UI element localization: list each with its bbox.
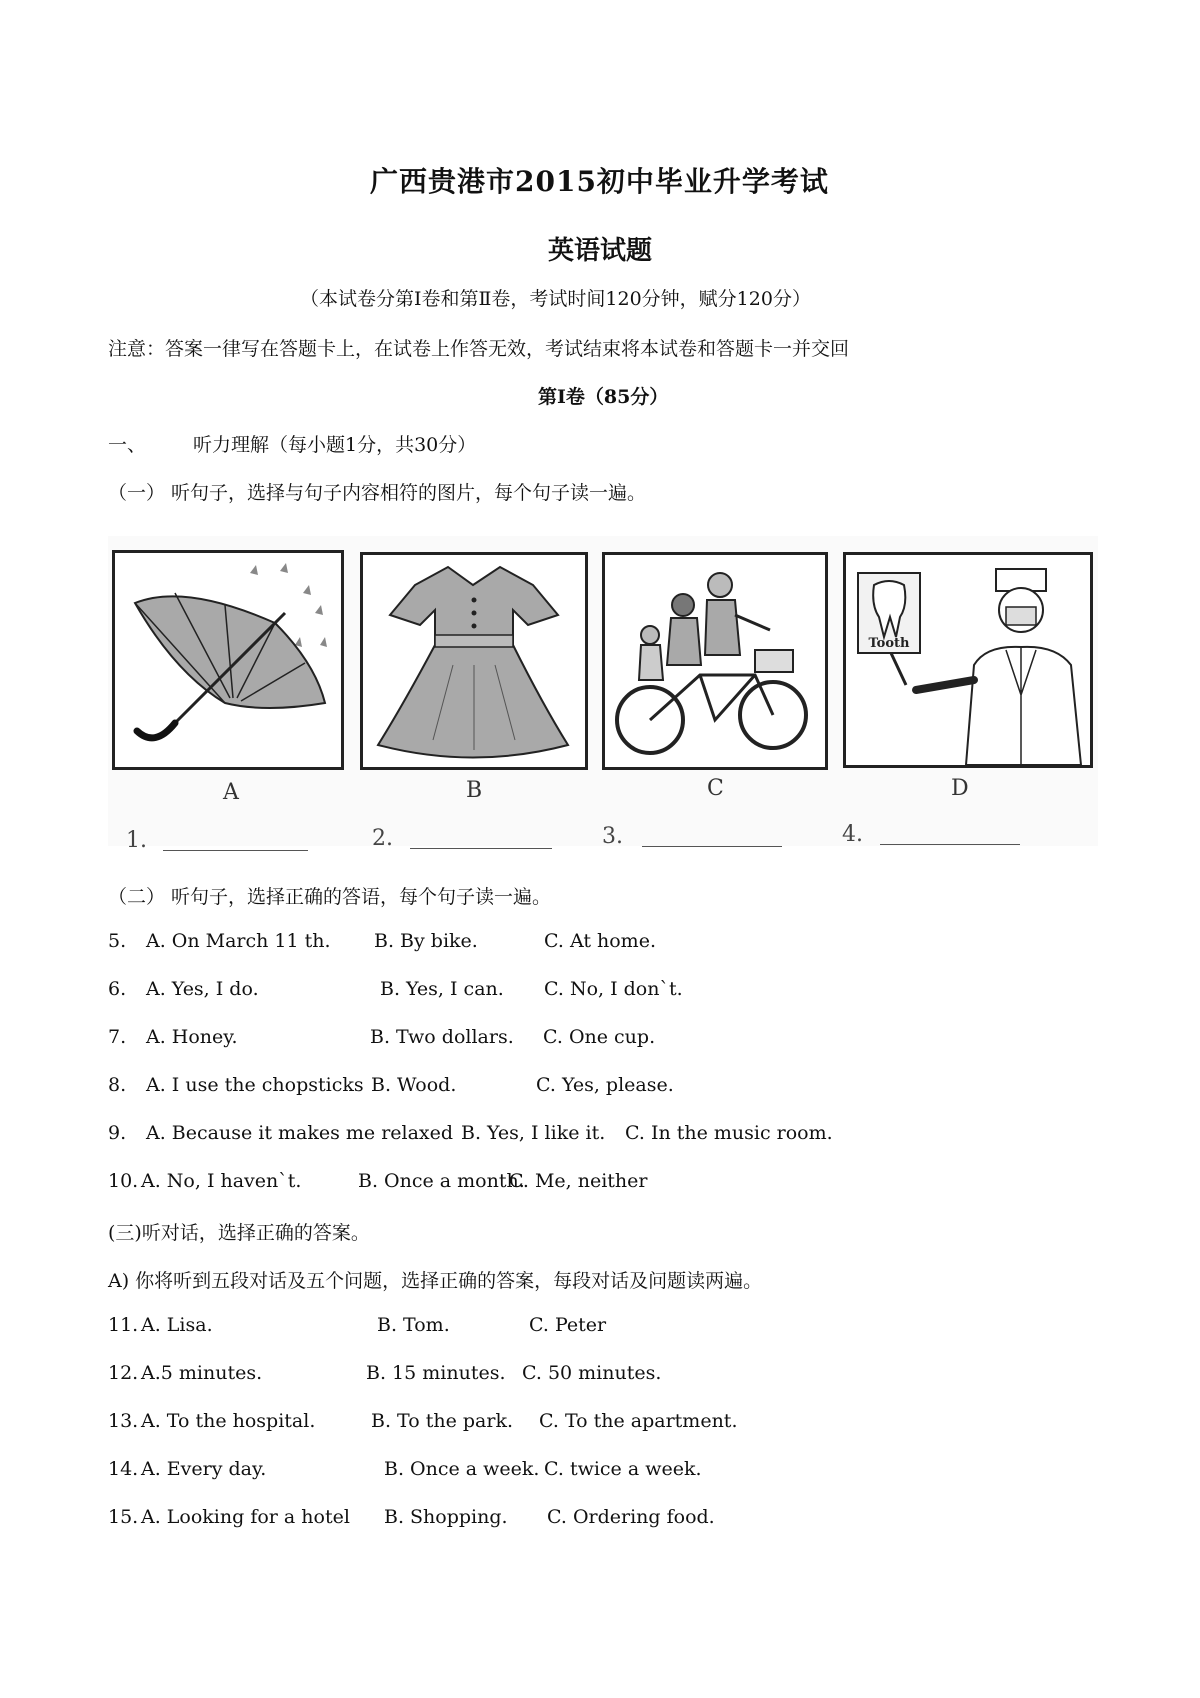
option-b: B. To the park. — [371, 1410, 513, 1432]
option-b: B. Two dollars. — [370, 1026, 514, 1048]
option-c: C. twice a week. — [544, 1458, 702, 1480]
sub3-part-a-instruction: A) 你将听到五段对话及五个问题，选择正确的答案，每段对话及问题读两遍。 — [108, 1270, 763, 1292]
option-a: A. I use the chopsticks — [146, 1074, 364, 1096]
question-number: 9. — [108, 1122, 127, 1144]
sub3-instruction: (三)听对话，选择正确的答案。 — [108, 1222, 370, 1244]
option-b: B. Yes, I like it. — [461, 1122, 606, 1144]
question-number: 5. — [108, 930, 127, 952]
question-number: 8. — [108, 1074, 127, 1096]
picture-a — [112, 550, 344, 770]
option-b: B. By bike. — [374, 930, 478, 952]
answer-blank-4 — [880, 844, 1020, 845]
option-c: C. To the apartment. — [539, 1410, 738, 1432]
picture-c-letter: C — [707, 776, 724, 801]
blank-label-4: 4. — [842, 822, 863, 847]
picture-d-letter: D — [951, 776, 969, 801]
option-b: B. Wood. — [371, 1074, 457, 1096]
dentist-icon — [846, 555, 1090, 765]
option-c: C. No, I don`t. — [544, 978, 683, 1000]
question-number: 6. — [108, 978, 127, 1000]
option-a: A. Yes, I do. — [146, 978, 259, 1000]
option-c: C. 50 minutes. — [522, 1362, 662, 1384]
option-c: C. One cup. — [543, 1026, 656, 1048]
umbrella-icon — [115, 553, 341, 767]
question-number: 13. — [108, 1410, 139, 1432]
picture-a-letter: A — [223, 780, 239, 805]
option-c: C. Yes, please. — [536, 1074, 674, 1096]
option-b: B. Shopping. — [384, 1506, 508, 1528]
picture-b-letter: B — [466, 778, 483, 803]
option-c: C. At home. — [544, 930, 656, 952]
option-a: A. No, I haven`t. — [141, 1170, 302, 1192]
option-b: B. Tom. — [377, 1314, 450, 1336]
option-a: A. Lisa. — [141, 1314, 213, 1336]
answer-blank-2 — [410, 848, 552, 849]
option-c: C. Peter — [529, 1314, 607, 1336]
option-a: A. On March 11 th. — [146, 930, 331, 952]
option-b: B. Once a week. — [384, 1458, 540, 1480]
section-title: 听力理解（每小题1分，共30分） — [193, 434, 477, 456]
option-b: B. Once a month. — [358, 1170, 525, 1192]
picture-d — [843, 552, 1093, 768]
blank-label-2: 2. — [372, 826, 393, 851]
bicycle-family-icon — [605, 555, 825, 767]
question-number: 15. — [108, 1506, 139, 1528]
picture-b — [360, 552, 588, 770]
option-a: A.5 minutes. — [141, 1362, 263, 1384]
answer-blank-3 — [642, 846, 782, 847]
question-number: 11. — [108, 1314, 139, 1336]
question-number: 10. — [108, 1170, 139, 1192]
sub1-instruction: （一） 听句子，选择与句子内容相符的图片，每个句子读一遍。 — [108, 482, 647, 504]
exam-notice: 注意：答案一律写在答题卡上，在试卷上作答无效，考试结束将本试卷和答题卡一并交回 — [108, 338, 850, 360]
section-number: 一、 — [108, 434, 147, 456]
option-a: A. Honey. — [146, 1026, 238, 1048]
picture-c — [602, 552, 828, 770]
question-number: 14. — [108, 1458, 139, 1480]
exam-title: 广西贵港市2015初中毕业升学考试 — [370, 165, 829, 198]
option-b: B. 15 minutes. — [366, 1362, 506, 1384]
blank-label-3: 3. — [602, 824, 623, 849]
option-c: C. Me, neither — [509, 1170, 648, 1192]
blank-label-1: 1. — [126, 828, 147, 853]
question-number: 12. — [108, 1362, 139, 1384]
question-number: 7. — [108, 1026, 127, 1048]
tooth-sign-label: Tooth — [868, 636, 910, 651]
option-a: A. Looking for a hotel — [141, 1506, 350, 1528]
sub2-instruction: （二） 听句子，选择正确的答语，每个句子读一遍。 — [108, 886, 552, 908]
option-a: A. Every day. — [141, 1458, 267, 1480]
dress-icon — [363, 555, 585, 767]
answer-blank-1 — [163, 850, 308, 851]
option-c: C. In the music room. — [625, 1122, 833, 1144]
option-c: C. Ordering food. — [547, 1506, 715, 1528]
option-a: A. To the hospital. — [141, 1410, 316, 1432]
part-one-title: 第Ⅰ卷（85分） — [538, 386, 669, 408]
option-a: A. Because it makes me relaxed — [146, 1122, 454, 1144]
exam-info: （本试卷分第Ⅰ卷和第Ⅱ卷，考试时间120分钟，赋分120分） — [300, 288, 811, 310]
exam-subtitle: 英语试题 — [548, 236, 653, 266]
option-b: B. Yes, I can. — [380, 978, 504, 1000]
